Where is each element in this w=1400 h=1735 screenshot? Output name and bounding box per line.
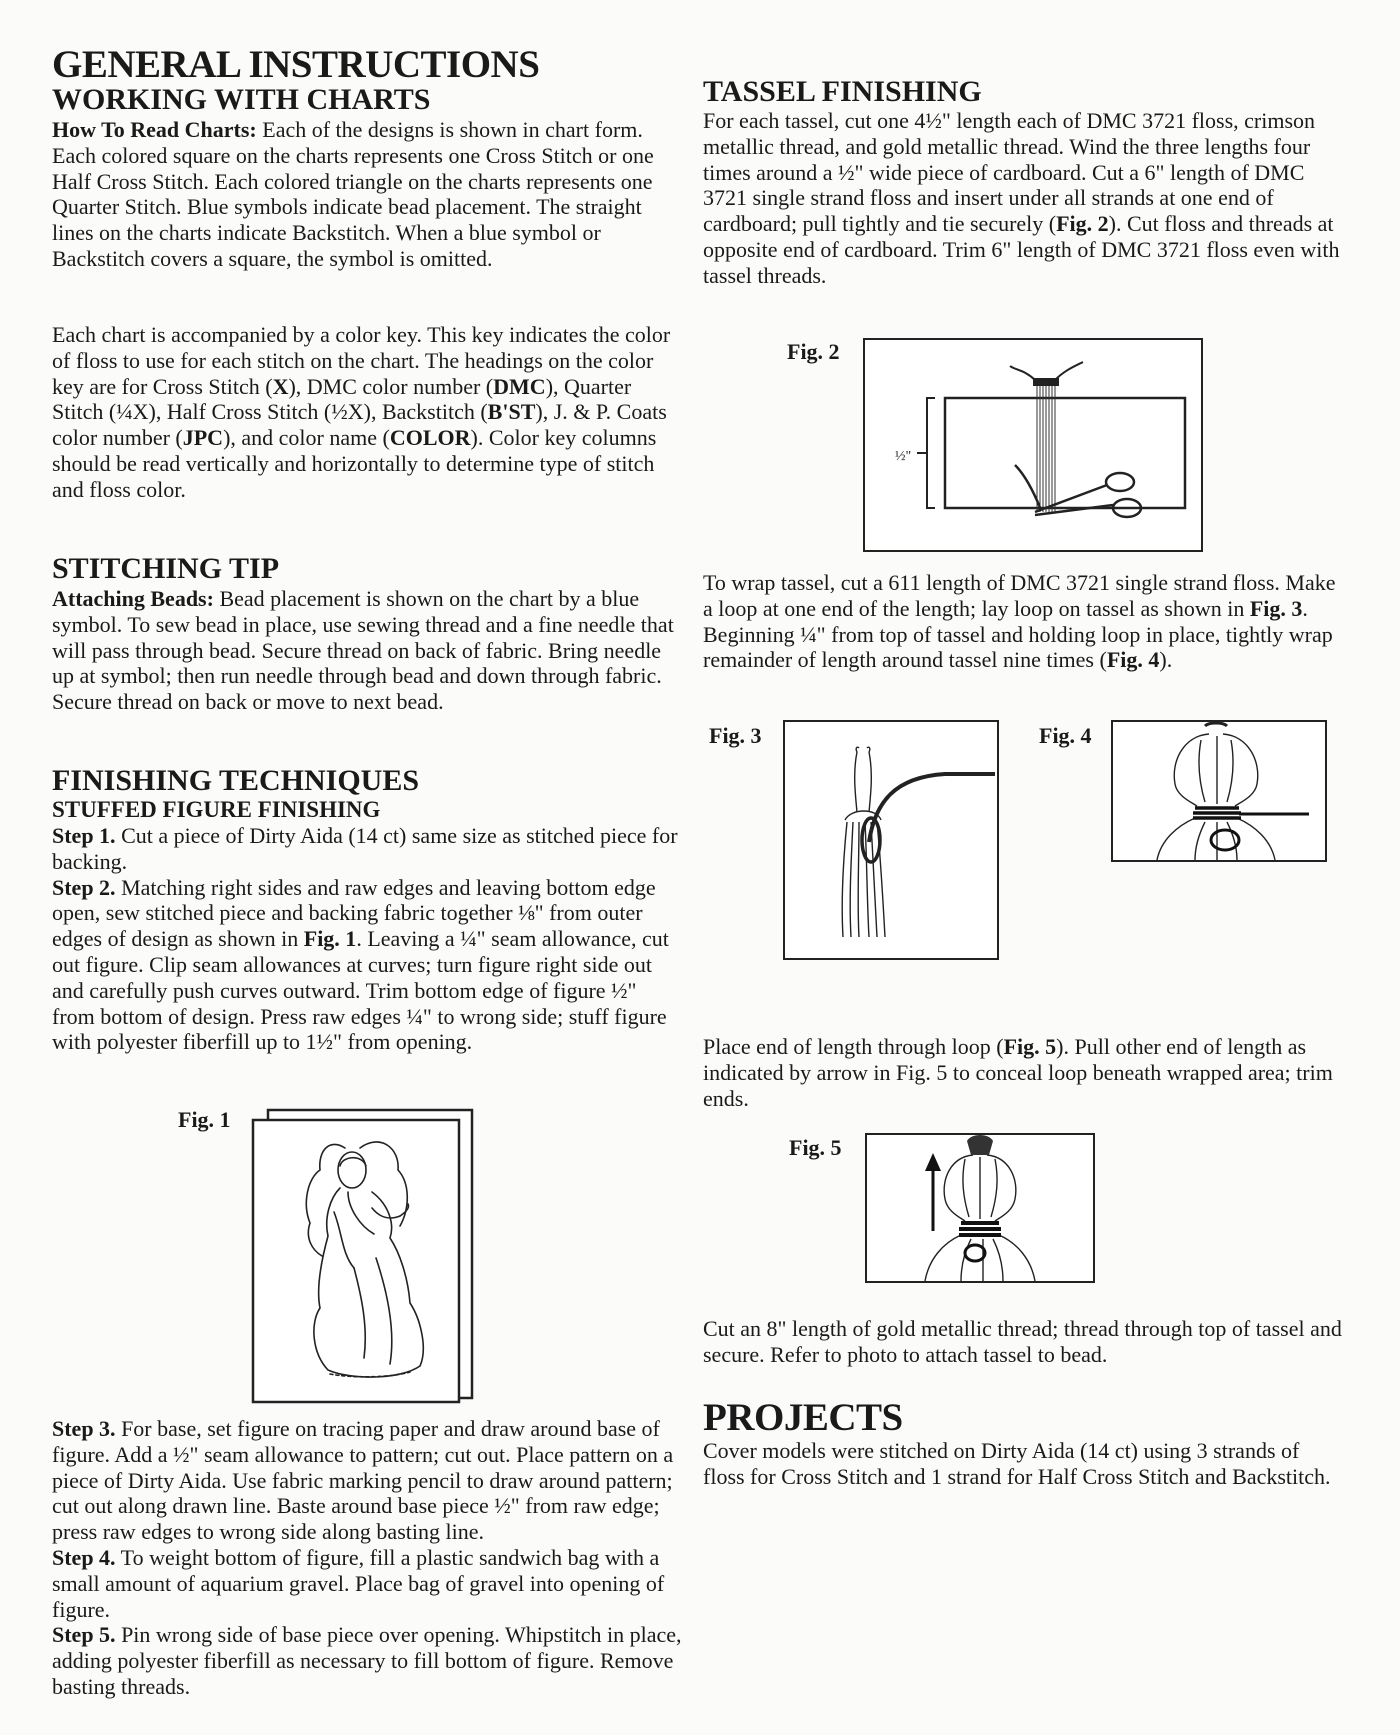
fig2-dimension: ½"	[895, 449, 912, 464]
fig2-label: Fig. 2	[787, 339, 840, 364]
attaching-beads-paragraph	[52, 586, 682, 715]
fig3-label: Fig. 3	[709, 723, 762, 748]
stuffed-heading: STUFFED FIGURE FINISHING	[52, 797, 381, 822]
fig3-ref: Fig. 3	[1249, 595, 1303, 621]
steps-3-5-paragraph	[52, 1416, 692, 1700]
color-key-text: ), Quarter Stitch (¼X), Half Cross Stitch (½X), Backstitch (	[52, 373, 632, 425]
attaching-label: Attaching Beads:	[52, 586, 214, 611]
color-key-text: ). Color key columns should be read vertically and horizontally to determine type of stitch and floss color.	[52, 425, 657, 502]
fig4-ref: Fig. 4	[1106, 647, 1160, 673]
tassel-text: ).	[1159, 647, 1173, 673]
step1-label: Step 1.	[52, 823, 116, 848]
fig1-label: Fig. 1	[178, 1107, 231, 1132]
fig4-illustration	[1111, 720, 1327, 862]
tassel-paragraph-2	[703, 570, 1343, 673]
color-key-text: ), and color name (	[223, 425, 390, 451]
fig5-ref: Fig. 5	[1003, 1034, 1057, 1059]
tassel-text: ). Cut floss and threads at opposite end of cardboard. Trim 6" length of DMC 3721 floss even with tassel threads.	[703, 211, 1340, 288]
color-key-text: Each chart is accompanied by a color key. This key indicates the color of floss to use for each stitch on the chart. The headings on the color key are for Cross Stitch (	[52, 322, 671, 399]
how-to-read-paragraph	[52, 117, 682, 272]
step3-label: Step 3.	[52, 1416, 116, 1441]
step1-paragraph	[52, 823, 682, 1055]
tassel-paragraph-3	[703, 1034, 1343, 1111]
step2-label: Step 2.	[52, 874, 116, 900]
attaching-text: Bead placement is shown on the chart by a blue symbol. To sew bead in place, use sewing thread and a fine needle that will pass through bead. Secure thread on back of fabric. Bring needle up at symbol; then run needle through bead and down through fabric. Secure thread on back or move to next bead.	[52, 586, 674, 715]
how-to-read-text: Each of the designs is shown in chart form. Each colored square on the charts represents one Cross Stitch or one Half Cross Stitch. Each colored triangle on the charts represents one Quarter Stitch. Blue symbols indicate bead placement. The straight lines on the charts indicate Backstitch. When a blue symbol or Backstitch covers a square, the symbol is omitted.	[52, 117, 654, 271]
step2-text: . Leaving a ¼" seam allowance, cut out figure. Clip seam allowances at curves; turn figure right side out and carefully push curves outward. Trim bottom edge of figure ½" from bottom of design. Press raw edges ¼" to wrong side; stuff figure with polyester fiberfill up to 1½" from opening.	[52, 926, 669, 1055]
tassel-text: For each tassel, cut one 4½" length each of DMC 3721 floss, crimson metallic thread, and gold metallic thread. Wind the three lengths four times around a ½" wide piece of cardboard. Cut a 6" length of DMC 3721 single strand floss and insert under all strands at one end of cardboard; pull tightly and tie securely (	[703, 108, 1316, 237]
tassel-heading: TASSEL FINISHING	[703, 75, 982, 108]
step3-text: For base, set figure on tracing paper and draw around base of figure. Add a ½" seam allowance to pattern; cut out. Place pattern on a piece of Dirty Aida. Use fabric marking pencil to draw around pattern; cut out along drawn line. Baste around base piece ½" from raw edge; press raw edges to wrong side along basting line.	[52, 1416, 674, 1545]
color-key-bold: B'ST	[487, 399, 536, 425]
fig3-illustration	[783, 720, 999, 960]
step2-fig-ref: Fig. 1	[303, 926, 357, 952]
fig2-ref: Fig. 2	[1056, 211, 1109, 237]
finishing-heading: FINISHING TECHNIQUES	[52, 764, 420, 797]
step2-text: Matching right sides and raw edges and leaving bottom edge open, sew stitched piece and backing fabric together ⅛" from outer edges of design as shown in	[52, 874, 656, 952]
tassel-text: ). Pull other end of length as indicated by arrow in Fig. 5 to conceal loop beneath wrapped area; trim ends.	[703, 1034, 1333, 1111]
tassel-paragraph-4: Cut an 8" length of gold metallic thread; thread through top of tassel and secure. Refer to photo to attach tassel to bead.	[703, 1316, 1342, 1367]
fig2-illustration	[863, 338, 1203, 552]
projects-heading: PROJECTS	[703, 1396, 903, 1439]
color-key-bold: COLOR	[389, 425, 471, 451]
step1-text: Cut a piece of Dirty Aida (14 ct) same size as stitched piece for backing.	[52, 823, 678, 874]
color-key-paragraph	[52, 322, 682, 503]
fig1-illustration	[250, 1108, 476, 1404]
step4-text: To weight bottom of figure, fill a plastic sandwich bag with a small amount of aquarium gravel. Place bag of gravel into opening of figure.	[52, 1544, 665, 1622]
tassel-text: . Beginning ¼" from top of tassel and holding loop in place, tightly wrap remainder of length around tassel nine times (	[703, 595, 1333, 673]
stitching-tip-heading: STITCHING TIP	[52, 552, 280, 585]
color-key-bold: DMC	[493, 373, 546, 399]
projects-paragraph: Cover models were stitched on Dirty Aida (14 ct) using 3 strands of floss for Cross Stitch and 1 strand for Half Cross Stitch and Backstitch.	[703, 1438, 1331, 1489]
color-key-text: ), J. & P. Coats color number (	[52, 399, 667, 451]
color-key-text: ), DMC color number (	[288, 373, 494, 399]
step5-text: Pin wrong side of base piece over opening. Whipstitch in place, adding polyester fiberfill as necessary to fill bottom of figure. Remove basting threads.	[52, 1622, 682, 1699]
fig5-label: Fig. 5	[789, 1135, 842, 1160]
how-to-read-label: How To Read Charts:	[52, 117, 257, 142]
fig4-label: Fig. 4	[1039, 723, 1092, 748]
charts-heading: WORKING WITH CHARTS	[52, 83, 431, 116]
tassel-text: Place end of length through loop (	[703, 1034, 1004, 1059]
fig5-illustration	[865, 1133, 1095, 1283]
tassel-text: To wrap tassel, cut a 611 length of DMC 3721 single strand floss. Make a loop at one end of the length; lay loop on tassel as shown in	[703, 570, 1336, 621]
tassel-paragraph-1	[703, 108, 1343, 289]
step4-label: Step 4.	[52, 1544, 116, 1570]
step5-label: Step 5.	[52, 1622, 116, 1648]
page-title: GENERAL INSTRUCTIONS	[52, 43, 540, 86]
color-key-bold: JPC	[182, 425, 224, 451]
color-key-bold: X	[272, 373, 289, 399]
